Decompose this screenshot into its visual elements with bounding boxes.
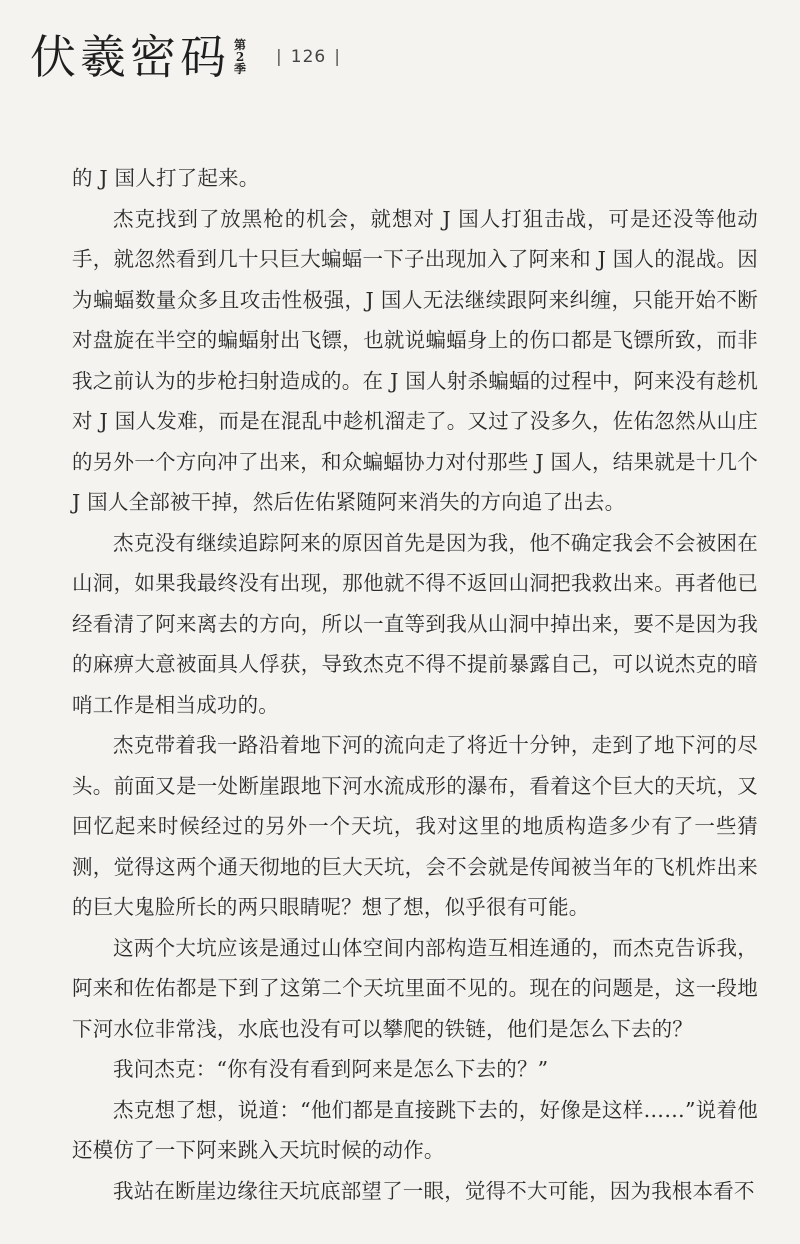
- season-char: 第: [234, 38, 247, 52]
- paragraph: 杰克找到了放黑枪的机会，就想对 J 国人打狙击战，可是还没等他动手，就忽然看到几十只巨大蝙蝠一下子出现加入了阿来和 J 国人的混战。因为蝙蝠数量众多且攻击性极强，J 国人无法继续跟阿来纠缠，只能开始不断对盘旋在半空的蝙蝠射出飞镖，也就说蝙蝠身上的伤口都是飞镖所致，而非我之前认为的步枪扫射造成的。在 J 国人射杀蝙蝠的过程中，阿来没有趁机对 J 国人发难，而是在混乱中趁机溜走了。又过了没多久，佐佑忽然从山庄的另外一个方向冲了出来，和众蝙蝠协力对付那些 J 国人，结果就是十几个 J 国人全部被干掉，然后佐佑紧随阿来消失的方向追了出去。: [72, 206, 758, 514]
- season-label: [234, 39, 246, 75]
- paragraph: 这两个大坑应该是通过山体空间内部构造互相连通的，而杰克告诉我，阿来和佐佑都是下到了这第二个天坑里面不见的。现在的问题是，这一段地下河水位非常浅，水底也没有可以攀爬的铁链，他们是怎么下去的？: [72, 935, 758, 1041]
- paragraph: 杰克带着我一路沿着地下河的流向走了将近十分钟，走到了地下河的尽头。前面又是一处断崖跟地下河水流成形的瀑布，看着这个巨大的天坑，又回忆起来时候经过的另外一个天坑，我对这里的地质构造多少有了一些猜测，觉得这两个通天彻地的巨大天坑，会不会就是传闻被当年的飞机炸出来的巨大鬼脸所长的两只眼睛呢？想了想，似乎很有可能。: [72, 733, 758, 919]
- paragraph: 杰克没有继续追踪阿来的原因首先是因为我，他不确定我会不会被困在山洞，如果我最终没有出现，那他就不得不返回山洞把我救出来。再者他已经看清了阿来离去的方向，所以一直等到我从山洞中掉出来，要不是因为我的麻痹大意被面具人俘获，导致杰克不得不提前暴露自己，可以说杰克的暗哨工作是相当成功的。: [72, 530, 758, 717]
- page-number: 126: [290, 47, 327, 67]
- divider: |: [276, 47, 283, 67]
- paragraph: 我问杰克：“你有没有看到阿来是怎么下去的？”: [113, 1057, 549, 1081]
- book-title: 伏羲密码: [30, 30, 230, 84]
- paragraph: 我站在断崖边缘往天坑底部望了一眼，觉得不大可能，因为我根本看不: [113, 1178, 755, 1203]
- page-number-block: [268, 47, 349, 67]
- page-header: [30, 30, 349, 84]
- paragraph: 的 J 国人打了起来。: [72, 166, 260, 190]
- season-char: 2: [235, 50, 245, 64]
- season-char: 季: [234, 62, 247, 76]
- divider: |: [334, 47, 341, 67]
- paragraph: 杰克想了想，说道：“他们都是直接跳下去的，好像是这样……”说着他还模仿了一下阿来跳入天坑时候的动作。: [72, 1097, 758, 1162]
- page-body: [72, 158, 758, 1211]
